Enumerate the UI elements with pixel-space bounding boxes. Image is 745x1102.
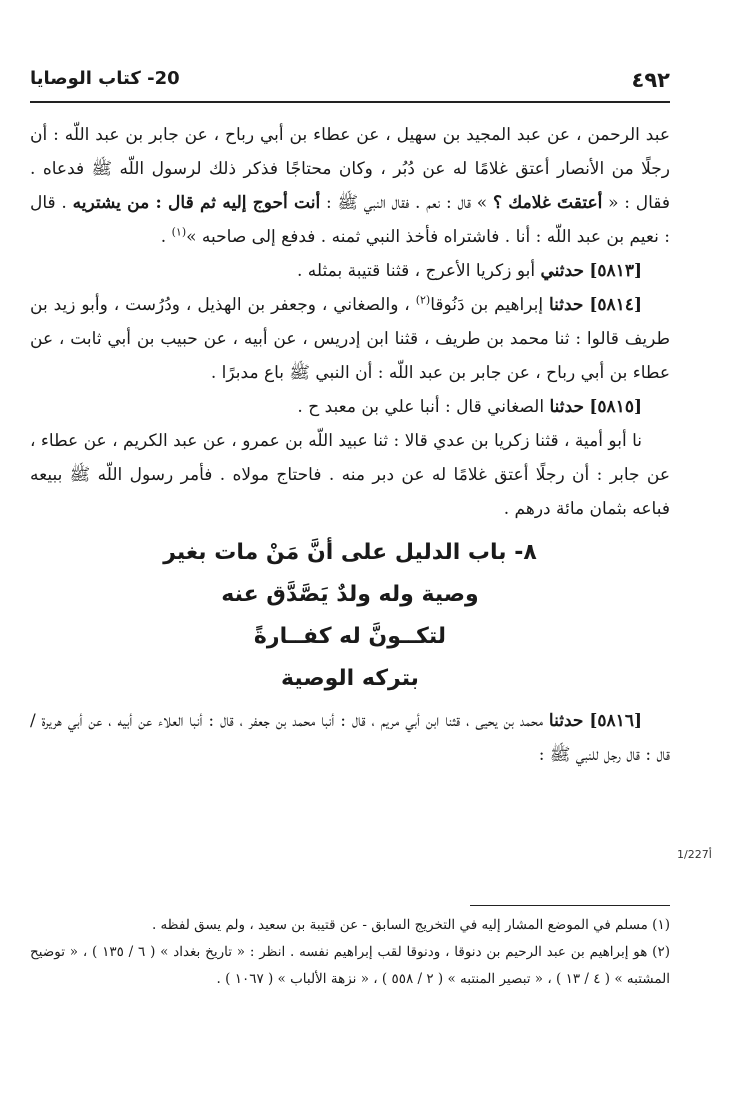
footnote: (٢) هو إبراهيم بن عبد الرحيم بن دنوقا ، ودنوقا لقب إبراهيم نفسه . انظر : « تاريخ بغداد » ( ٦ / ١٣٥ ) ، « توضيح المشتبه » ( ٤ / ١٣ ) ، « تبصير المنتبه » ( ٢ / ٥٥٨ ) ، « نزهة الألباب » ( ١٠٦٧ ) . (30, 944, 670, 987)
narration-text: الصغاني قال : أنبا علي بن معبد ح . (297, 397, 545, 417)
hadith-number: [٥٨١٤] (589, 295, 642, 315)
hadith-number: [٥٨١٣] (589, 261, 642, 281)
footnote-ref: (١) (171, 225, 187, 239)
chapter-heading-line: ٨- باب الدليل على أنَّ مَنْ مات بغير (163, 540, 537, 565)
narration-lead: حدثنا (548, 295, 584, 315)
paragraph (30, 424, 670, 526)
chapter-heading-line: وصية وله ولدٌ يَصَّدَّق عنه (221, 582, 479, 607)
quoted-speech: أنت أحوج إليه ثم قال : من يشتريه (72, 193, 321, 213)
narration-lead: حدثنا (549, 397, 584, 417)
hadith-5814 (30, 288, 670, 390)
footnote: (١) مسلم في الموضع المشار إليه في التخريج السابق - عن قتيبة بن سعيد ، ولم يسق لفظه . (151, 917, 670, 933)
narration-text: ، والصغاني ، وجعفر بن الهذيل ، ودُرُست ، وأبو زيد بن طريف قالوا : ثنا محمد بن طريف ، قثنا ابن إدريس ، عن أبيه ، عن حبيب بن أبي ثابت ، عن عطاء بن أبي رباح ، عن جابر بن عبد اللّه : أن النبي ﷺ باع مدبرًا . (30, 295, 670, 383)
hadith-number: [٥٨١٦] (589, 711, 642, 731)
running-title: 20- كتاب الوصايا (30, 68, 180, 89)
narration-text: أبو زكريا الأعرج ، قثنا قتيبة بمثله . (297, 261, 536, 281)
hadith-5816 (30, 704, 670, 772)
footnotes (30, 912, 670, 993)
manuscript-folio-note: 1/227أ (677, 848, 712, 861)
page-header (30, 64, 670, 104)
main-text (30, 118, 670, 772)
paragraph-text: » قال : نعم . فقال النبي ﷺ : (325, 193, 488, 213)
narration-text: نا أبو أمية ، قثنا زكريا بن عدي قالا : ثنا عبيد اللّه بن عمرو ، عن عبد الكريم ، عن عطاء ، عن جابر : أن رجلًا أعتق غلامًا له عن دبر منه . فاحتاج مولاه . فأمر رسول اللّه ﷺ ببيعه فباعه بثمان مائة درهم . (30, 431, 670, 519)
chapter-heading-line: لتكــونَّ له كفــارةً (253, 624, 447, 649)
narration-lead: حدثنا (548, 711, 584, 731)
narration-text: محمد بن يحيى ، قثنا ابن أبي مريم ، قال : أنبا محمد بن جعفر ، قال : أنبا العلاء عن أبيه ، عن أبي هريرة / قال : قال رجل للنبي ﷺ : (30, 711, 670, 765)
hadith-number: [٥٨١٥] (589, 397, 642, 417)
footnote-separator (470, 905, 670, 906)
chapter-heading (30, 532, 670, 700)
narration-text: إبراهيم بن دَنُوقا (430, 295, 544, 315)
narration-lead: حدثني (540, 261, 584, 281)
page-number: ٤٩٢ (631, 68, 670, 92)
hadith-5813 (30, 254, 670, 288)
paragraph-text: . قال : نعيم بن عبد اللّه : أنا . فاشتراه فأخذ النبي ثمنه . فدفع إلى صاحبه » (30, 193, 670, 247)
paragraph-text: . (160, 227, 167, 247)
paragraph (30, 118, 670, 254)
header-rule (30, 101, 670, 103)
footnote-ref: (٢) (415, 293, 431, 307)
chapter-heading-line: بتركه الوصية (281, 666, 419, 691)
hadith-5815 (30, 390, 670, 424)
paragraph-text: عبد الرحمن ، عن عبد المجيد بن سهيل ، عن عطاء بن أبي رباح ، عن جابر بن عبد اللّه : أن رجلًا من الأنصار أعتق غلامًا له عن دُبُر ، وكان محتاجًا فذكر ذلك لرسول اللّه ﷺ فدعاه . فقال : « (30, 125, 671, 213)
quoted-speech: أعتقتَ غلامك ؟ (492, 193, 603, 213)
